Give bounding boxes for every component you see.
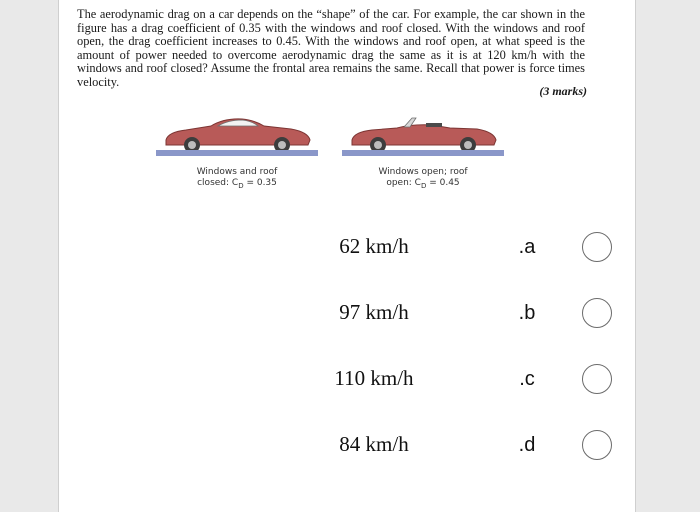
option-d-value: 84 km/h (339, 432, 409, 456)
question-page (59, 0, 635, 512)
option-a-radio[interactable] (582, 232, 612, 262)
option-c-value: 110 km/h (334, 366, 414, 390)
caption-open: Windows open; roof open: $C_D = 0.45$ (378, 167, 468, 190)
option-d-letter: .d (518, 434, 536, 456)
caption-closed: Windows and roof closed: $C_D = 0.35$ (196, 167, 278, 190)
option-d-radio[interactable] (582, 430, 612, 460)
question-text: The aerodynamic drag on a car depends on the “shape” of the car. For example, the car shown in the figure has a drag coefficient of 0.35 with the windows and roof closed. With the windows and roof open, the drag coefficient increases to 0.45. With the windows and roof open, at what speed is the amount of power needed to overcome aerodynamic drag the same as it is at 120 km/h with the windows and roof closed? Assume the frontal area remains the same. Recall that power is force times velocity. (77, 7, 585, 89)
option-b-letter: .b (518, 302, 536, 324)
left-margin (0, 0, 59, 512)
option-c-letter: .c (519, 368, 535, 390)
marks-label: (3 marks) (539, 84, 587, 98)
option-b-value: 97 km/h (339, 300, 409, 324)
car-closed-icon (156, 108, 318, 158)
option-a-letter: .a (518, 236, 536, 258)
option-c[interactable] (59, 360, 635, 400)
option-b[interactable] (59, 294, 635, 334)
option-c-radio[interactable] (582, 364, 612, 394)
option-b-radio[interactable] (582, 298, 612, 328)
car-figure-closed (156, 108, 318, 163)
right-margin (635, 0, 700, 512)
car-open-icon (342, 108, 504, 158)
option-a[interactable] (59, 228, 635, 268)
option-d[interactable] (59, 426, 635, 466)
option-a-value: 62 km/h (339, 234, 409, 258)
car-figure-open (342, 108, 504, 163)
